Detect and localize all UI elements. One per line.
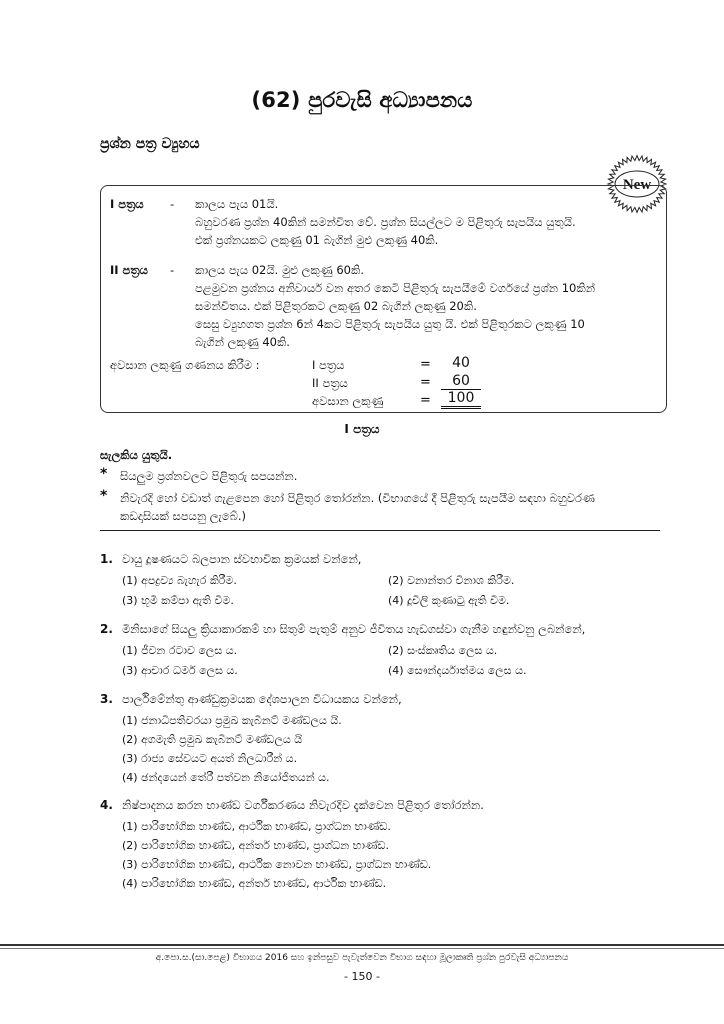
footer-rule	[0, 944, 724, 946]
option-item: (1) ජීවන රටාව ලෙස ය.	[122, 644, 238, 657]
option-item: (4) සෞන්දර්යාත්මය ලෙස ය.	[388, 664, 527, 677]
paper1-label: I පත්‍රය	[110, 197, 144, 211]
question-number: 4.	[100, 798, 113, 812]
option-item: (3) රාජ්‍ය සේවයට අයත් නිලධාරීන් ය.	[122, 752, 298, 765]
footer-text: අ.පො.ස.(සා.පෙළ) විභාගය 2016 සහ ඉන්පසුව පැවැත්වෙන විභාග සඳහා මූලාකෘති ප්‍රශ්න පුරවැසි අධ්‍යාපනය	[155, 953, 569, 963]
option-item: (4) ඡන්දයෙන් තේරී පත්වන නියෝජිතයන් ය.	[122, 771, 330, 784]
paper1-line: බහුවරණ ප්‍රශ්න 40කින් සමන්විත වේ. ප්‍රශ්න සියල්ලට ම පිළිතුරු සැපයිය යුතුයි.	[195, 215, 576, 229]
calc-row-value: 60	[441, 373, 481, 390]
paper2-dash: -	[170, 263, 175, 277]
paper1-line: කාලය පැය 01යි.	[195, 197, 279, 211]
option-item: (3) පාරිභෝගික භාණ්ඩ, ආර්ථික නොවන භාණ්ඩ, ප්‍රාග්ධන භාණ්ඩ.	[122, 858, 432, 871]
calc-row-name: II පත්‍රය	[312, 376, 348, 390]
calc-row-eq: =	[420, 375, 431, 390]
note-item: නිවැරදි හෝ වඩාත් ගැළපෙන හෝ පිළිතුර තෝරන්න. (විභාගයේ දී පිළිතුරු සැපයීම සඳහා බහුවරණ	[120, 491, 595, 505]
footer-rule	[0, 948, 724, 949]
paper2-label: II පත්‍රය	[110, 263, 148, 277]
calc-row-eq: =	[420, 393, 431, 408]
paper2-line: කාලය පැය 02යි. මුළු ලකුණු 60කි.	[195, 263, 364, 277]
question-text: වායු දූෂණයට බලපාන ස්වභාවික ක්‍රමයක් වන්නේ,	[122, 552, 362, 566]
page-number: - 150 -	[344, 970, 380, 983]
note-item: සියලුම ප්‍රශ්නවලට පිළිතුරු සපයන්න.	[120, 469, 298, 483]
bullet-icon: *	[100, 488, 108, 504]
option-item: (2) අගමැති ප්‍රමුඛ කැබිනට් මණ්ඩලය යි	[122, 733, 303, 746]
question-text: නිෂ්පාදනය කරන භාණ්ඩ වර්ගීකරණය නිවැරදිව දැක්වෙන පිළිතුර තෝරන්න.	[122, 798, 484, 812]
question-number: 2.	[100, 622, 113, 636]
option-item: (3) භූමි කම්පා ඇති වීම.	[122, 594, 234, 607]
option-item: (1) ජනාධිපතිවරයා ප්‍රමුඛ කැබිනට් මණ්ඩලය යි.	[122, 714, 342, 727]
calc-row-eq: =	[420, 357, 431, 372]
option-item: (1) අපද්‍රව්‍ය බැහැර කිරීම.	[122, 574, 237, 587]
paper1-dash: -	[170, 197, 175, 211]
page-title: (62) පුරවැසි අධ්‍යාපනය	[251, 88, 473, 112]
paper1-line: එක් ප්‍රශ්නයකට ලකුණු 01 බැගින් මුළු ලකුණු 40කි.	[195, 233, 439, 247]
note-item: කඩදාසියක් සපයනු ලැබේ.)	[120, 509, 246, 523]
question-number: 1.	[100, 552, 113, 566]
badge-label: New	[622, 177, 652, 193]
option-item: (3) ආචාර ධර්ම ලෙස ය.	[122, 664, 238, 677]
final-calc-label: අවසාන ලකුණු ගණනය කිරීම :	[110, 358, 260, 372]
option-item: (2) පාරිභෝගික භාණ්ඩ, අන්තර් භාණ්ඩ, ප්‍රාග්ධන භාණ්ඩ.	[122, 839, 389, 852]
calc-row-name: I පත්‍රය	[312, 358, 345, 372]
calc-row-value: 40	[452, 355, 470, 371]
notes-heading: සැලකිය යුතුයි.	[100, 448, 173, 462]
paper2-line: සෙසු ව්‍යුහගත ප්‍රශ්න 6න් 4කට පිළිතුරු සැපයිය යුතු යි. එක් පිළිතුරකට ලකුණු 10	[195, 317, 585, 331]
section-heading: ප්‍රශ්න පත්‍ර ව්‍යුහය	[100, 136, 200, 152]
question-number: 3.	[100, 692, 113, 706]
paper2-line: පළමුවන ප්‍රශ්නය අනිවාර්ය වන අතර කෙටි පිළිතුරු සැපයීමේ වර්ගයේ ප්‍රශ්න 10කින්	[195, 281, 596, 295]
paper2-line: බැගින් ලකුණු 40කි.	[195, 335, 290, 349]
question-text: මිනිසාගේ සියලු ක්‍රියාකාරකම් හා සිතුම් පැතුම් අනුව ජීවිතය හැඩගස්වා ගැනීම හඳුන්වනු ලබන්නේ,	[122, 622, 586, 636]
option-item: (2) සංස්කෘතිය ලෙස ය.	[388, 644, 498, 657]
option-item: (4) පාරිභෝගික භාණ්ඩ, අන්තර් භාණ්ඩ, ආර්ථික භාණ්ඩ.	[122, 877, 387, 890]
option-item: (1) පාරිභෝගික භාණ්ඩ, ආර්ථික භාණ්ඩ, ප්‍රාග්ධන භාණ්ඩ.	[122, 820, 391, 833]
section-divider	[100, 530, 660, 531]
question-text: පාර්ලිමේන්තු ආණ්ඩුක්‍රමයක දේශපාලන විධායකය වන්නේ,	[122, 692, 402, 706]
paper2-line: සමන්විතය. එක් පිළිතුරකට ලකුණු 02 බැගින් ලකුණු 20කි.	[195, 299, 477, 313]
option-item: (4) දූවිලි කුණාටු ඇති වීම.	[388, 594, 510, 607]
calc-row-value: 100	[441, 390, 481, 409]
paper-title: I පත්‍රය	[344, 422, 380, 436]
bullet-icon: *	[100, 466, 108, 482]
calc-row-name: අවසාන ලකුණු	[312, 394, 384, 408]
option-item: (2) වනාන්තර විනාශ කිරීම.	[388, 574, 515, 587]
